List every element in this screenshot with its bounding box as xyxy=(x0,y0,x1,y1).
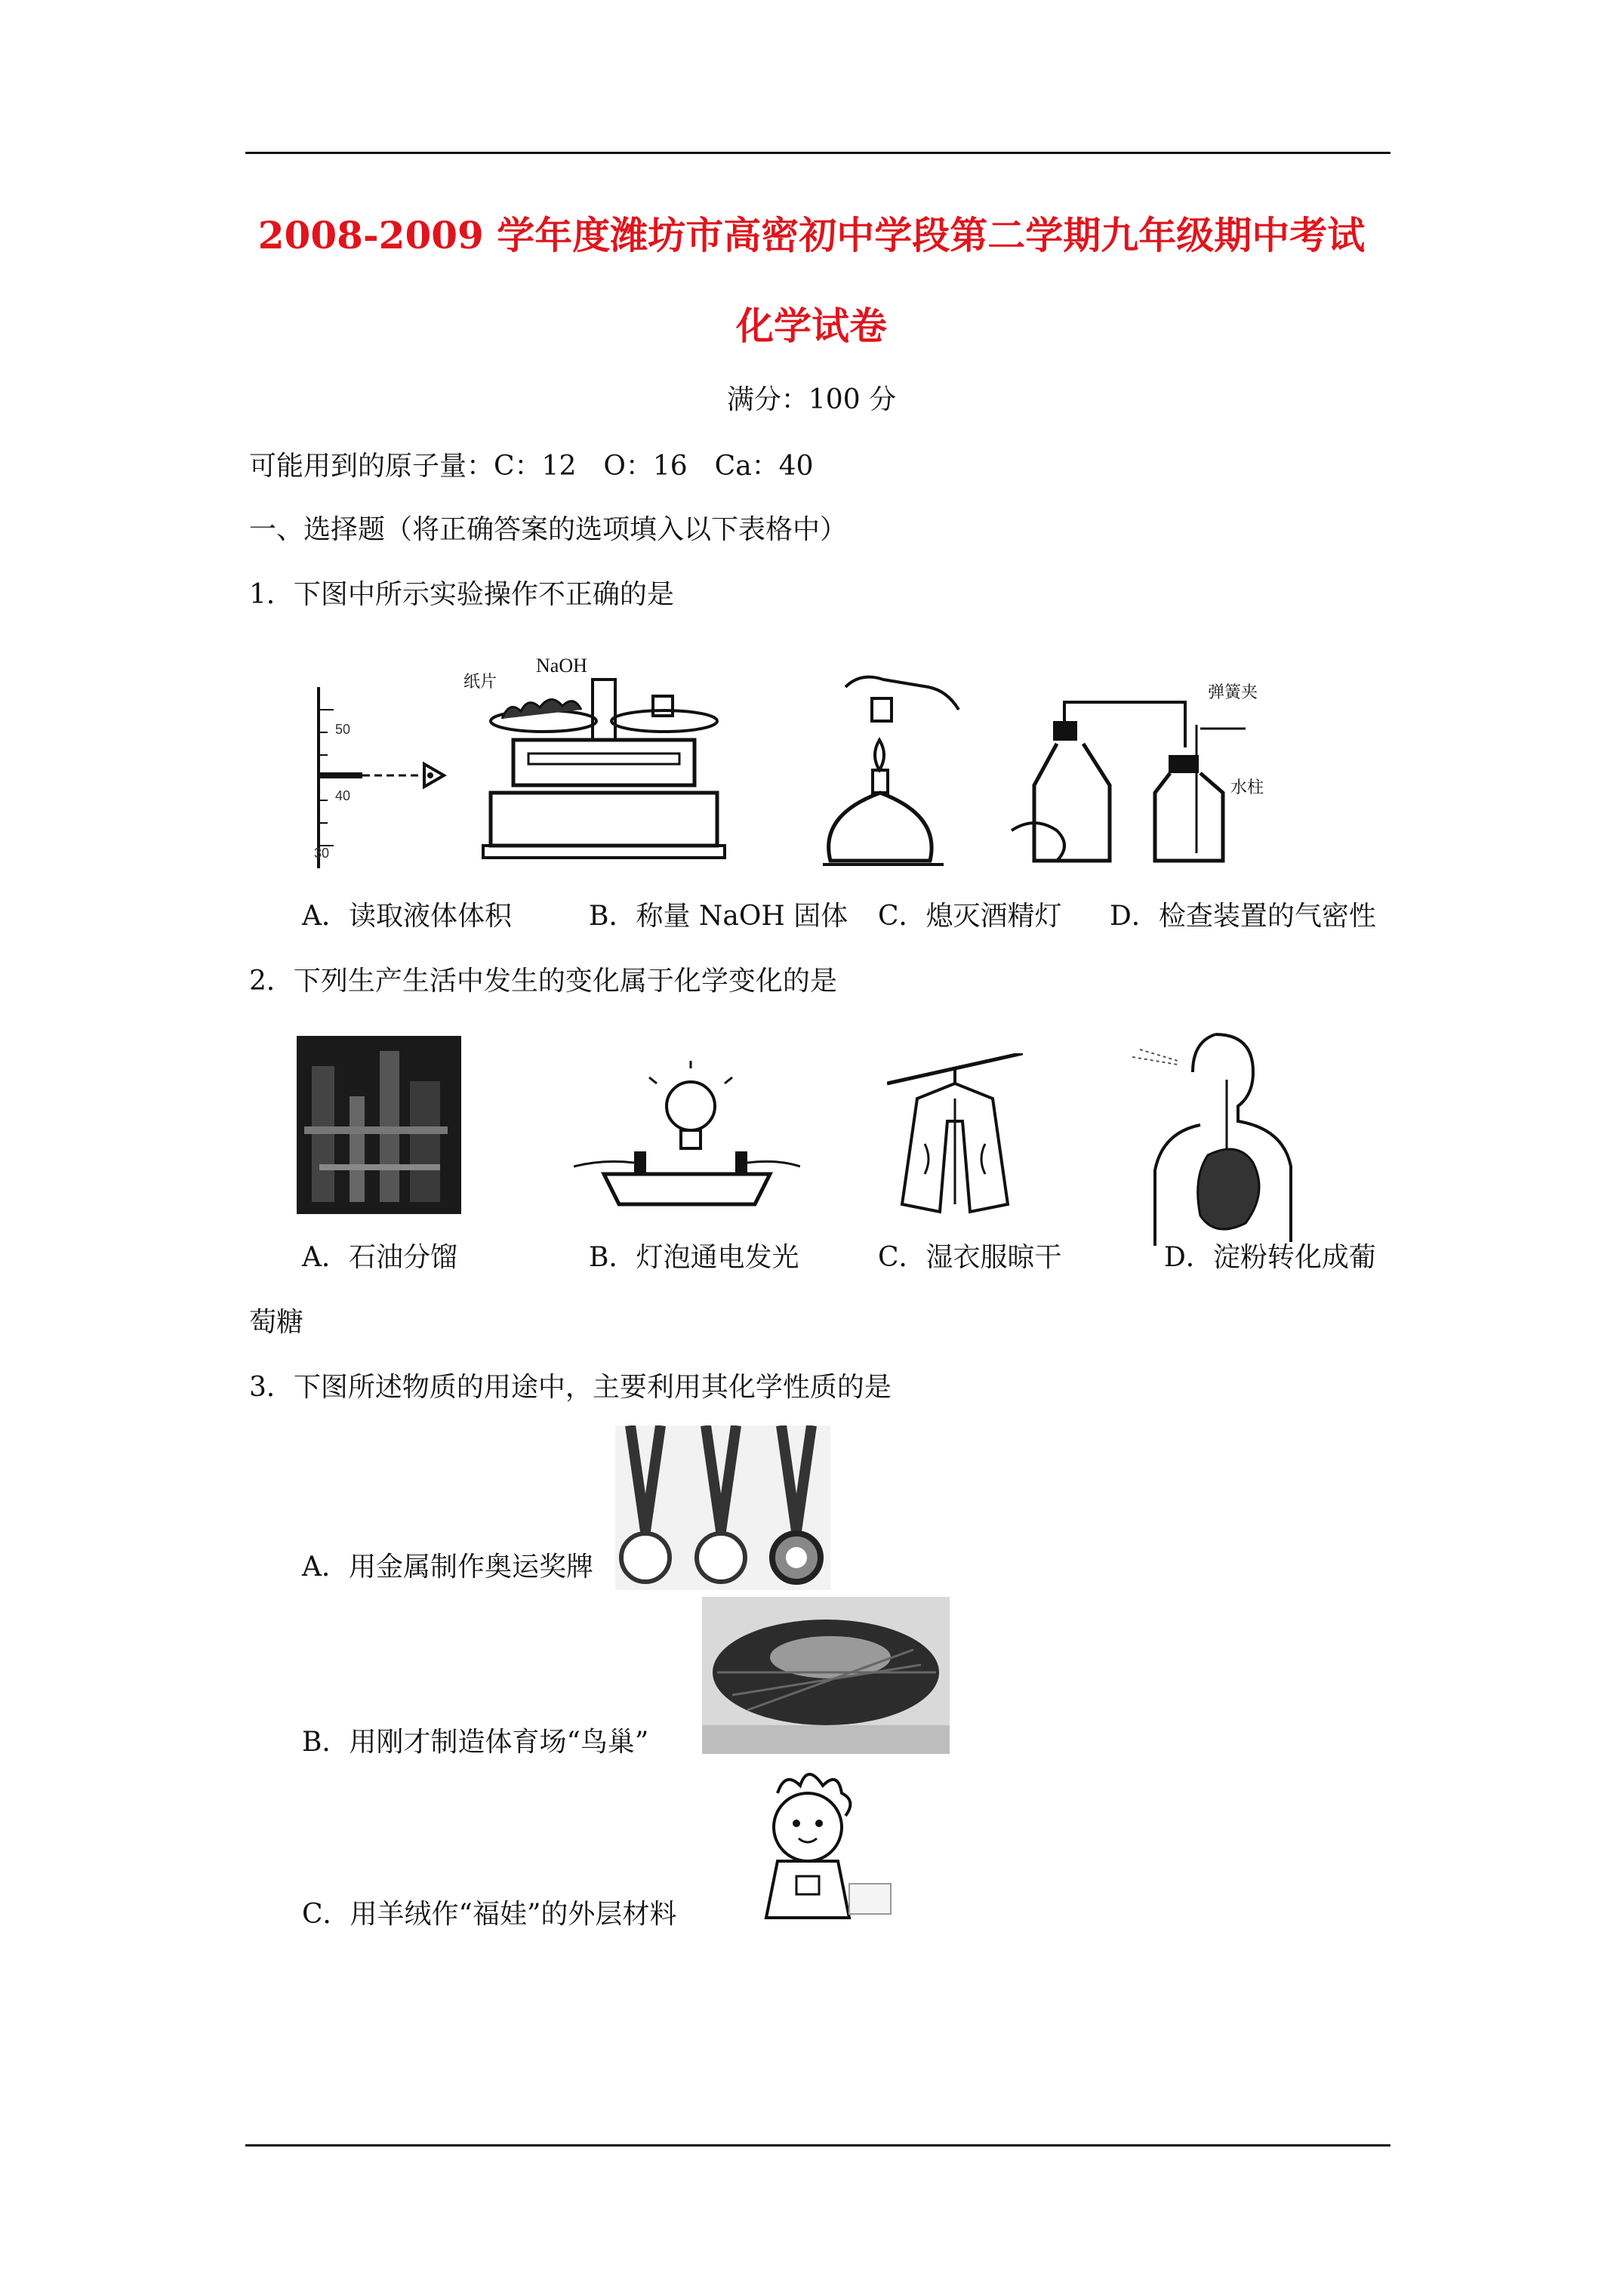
question-1-stem: 1．下图中所示实验操作不正确的是 xyxy=(249,579,674,610)
footer-rule xyxy=(245,2144,1390,2147)
exam-subtitle: 化学试卷 xyxy=(736,304,887,348)
olympic-medals-photo xyxy=(615,1425,830,1590)
refinery-photo xyxy=(297,1036,461,1214)
q3-option-a: A．用金属制作奥运奖牌 xyxy=(302,1552,593,1583)
q1-option-b: B．称量 NaOH 固体 xyxy=(589,901,848,932)
question-3-stem: 3．下图所述物质的用途中，主要利用其化学性质的是 xyxy=(249,1372,892,1403)
q2-option-d: D．淀粉转化成葡 xyxy=(1164,1242,1376,1273)
section-heading: 一、选择题（将正确答案的选项填入以下表格中） xyxy=(249,514,848,545)
header-rule xyxy=(245,152,1390,154)
wet-clothes-figure xyxy=(887,1053,1023,1227)
q2-option-d-wrap: 萄糖 xyxy=(249,1307,304,1338)
airtightness-figure xyxy=(981,680,1283,876)
cylinder-reading-figure xyxy=(302,680,453,876)
lightbulb-figure xyxy=(574,1061,800,1219)
alcohol-lamp-figure xyxy=(800,657,966,876)
atomic-mass-line: 可能用到的原子量：C：12 O：16 Ca：40 xyxy=(249,451,814,482)
clamp-label: 弹簧夹 xyxy=(1208,683,1258,702)
q2-option-b: B．灯泡通电发光 xyxy=(589,1242,799,1273)
q1-option-d: D．检查装置的气密性 xyxy=(1110,901,1376,932)
q1-option-a: A．读取液体体积 xyxy=(302,901,512,932)
q3-option-b: B．用刚才制造体育场“鸟巢” xyxy=(302,1727,649,1758)
q2-option-c: C．湿衣服晾干 xyxy=(878,1242,1062,1273)
fuwa-mascot-figure xyxy=(725,1763,898,1937)
digestion-figure xyxy=(1117,1027,1321,1253)
tick-label-30: 30 xyxy=(314,846,330,861)
exam-title: 2008-2009 学年度潍坊市高密初中学段第二学期九年级期中考试 xyxy=(257,213,1366,257)
tick-label-40: 40 xyxy=(335,788,351,803)
full-score: 满分：100 分 xyxy=(726,384,897,415)
q1-option-c: C．熄灭酒精灯 xyxy=(878,901,1062,932)
naoh-label: NaOH xyxy=(536,655,587,676)
q2-option-a: A．石油分馏 xyxy=(302,1242,457,1273)
tick-label-50: 50 xyxy=(335,722,351,737)
q3-option-c: C．用羊绒作“福娃”的外层材料 xyxy=(302,1899,677,1930)
paper-label: 纸片 xyxy=(463,673,497,692)
birds-nest-photo xyxy=(702,1597,950,1754)
water-column-label: 水柱 xyxy=(1230,778,1264,797)
question-2-stem: 2．下列生产生活中发生的变化属于化学变化的是 xyxy=(249,966,837,997)
balance-figure xyxy=(460,649,747,876)
